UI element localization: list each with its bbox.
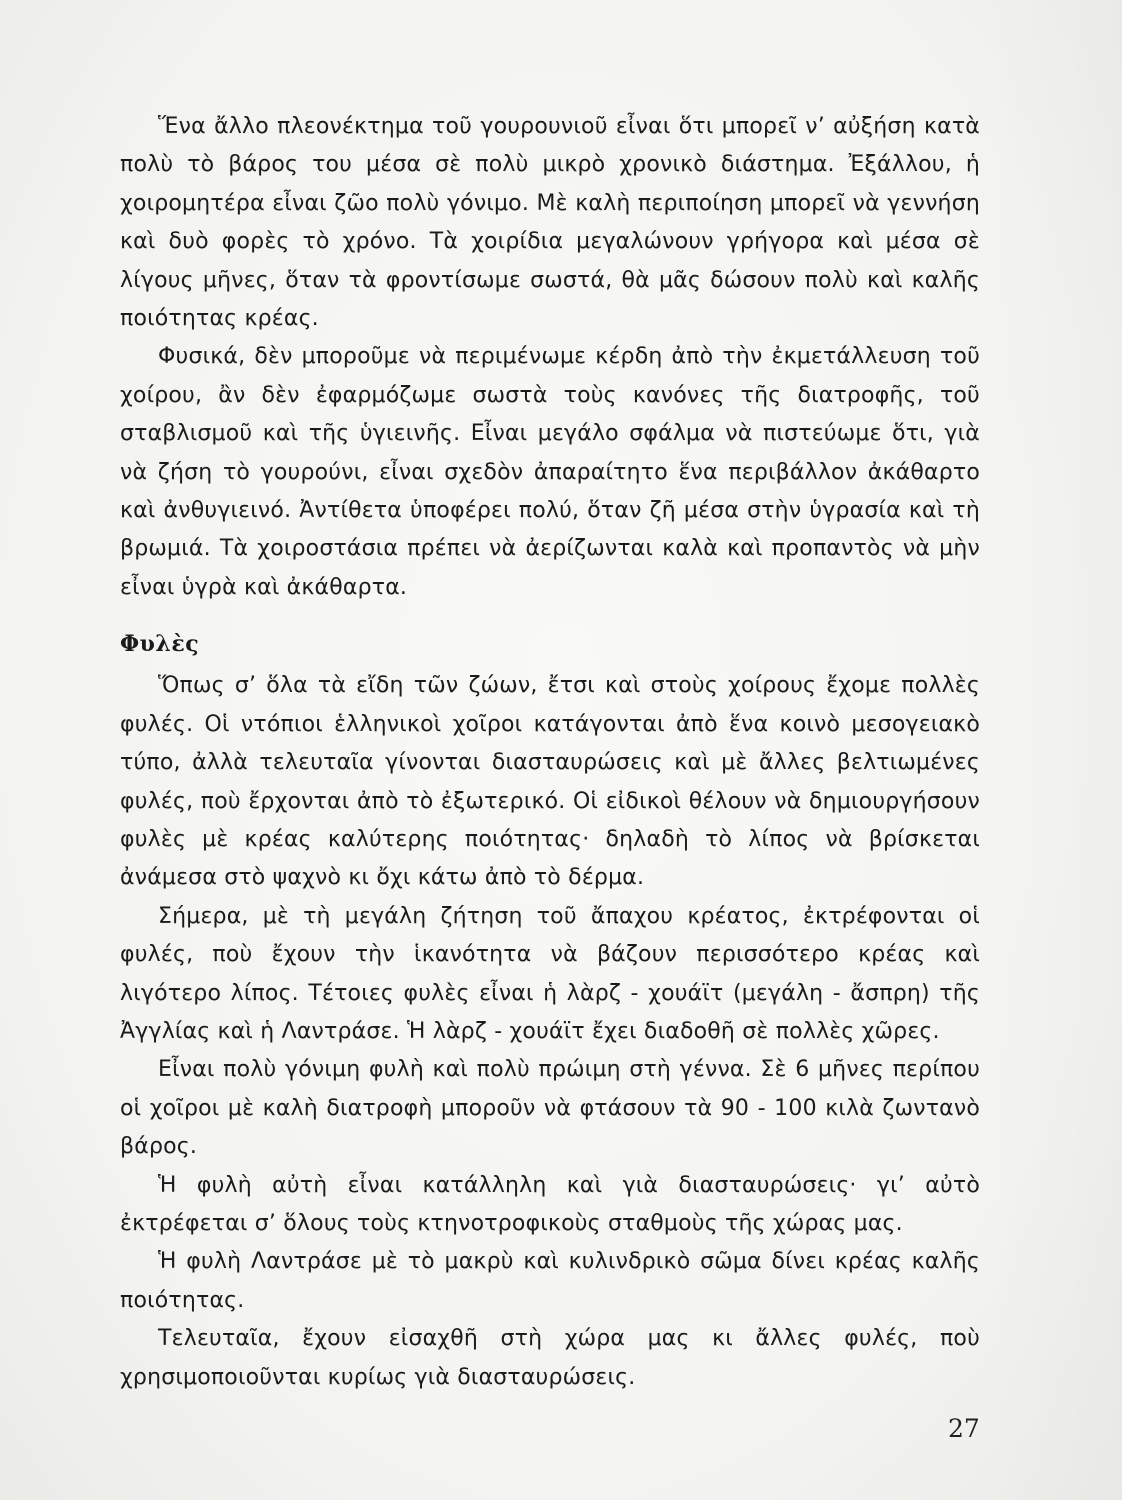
paragraph: Ὅπως σ’ ὅλα τὰ εἴδη τῶν ζώων, ἔτσι καὶ στοὺς χοίρους ἔχομε πολλὲς φυλές. Οἱ ντόπιοι ἑλληνικοὶ χοῖροι κατάγονται ἀπὸ ἕνα κοινὸ μεσογειακὸ τύπο, ἀλλὰ τελευταῖα γίνονται διασταυρώσεις καὶ μὲ ἄλλες βελτιωμένες φυλές, ποὺ ἔρχονται ἀπὸ τὸ ἐξωτερικό. Οἱ εἰδικοὶ θέλουν νὰ δημιουργήσουν φυλὲς μὲ κρέας καλύτερης ποιότητας· δηλαδὴ τὸ λίπος νὰ βρίσκεται ἀνάμεσα στὸ ψαχνὸ κι ὄχι κάτω ἀπὸ τὸ δέρμα. [120,673,980,891]
paragraph: Ἡ φυλὴ αὐτὴ εἶναι κατάλληλη καὶ γιὰ διασταυρώσεις· γι’ αὐτὸ ἐκτρέφεται σ’ ὅλους τοὺς κτηνοτροφικοὺς σταθμοὺς τῆς χώρας μας. [120,1172,980,1236]
page-shadow [982,0,1122,1500]
section-heading: Φυλὲς [120,631,200,658]
page-number: 27 [948,1414,980,1443]
paragraph: Ἡ φυλὴ Λαντράσε μὲ τὸ μακρὺ καὶ κυλινδρικὸ σῶμα δίνει κρέας καλῆς ποιότητας. [120,1249,980,1313]
body-text [120,108,980,1397]
paragraph: Εἶναι πολὺ γόνιμη φυλὴ καὶ πολὺ πρώιμη στὴ γέννα. Σὲ 6 μῆνες περίπου οἱ χοῖροι μὲ καλὴ διατροφὴ μποροῦν νὰ φτάσουν τὰ 90 - 100 κιλὰ ζωντανὸ βάρος. [120,1057,980,1160]
paragraph: Φυσικά, δὲν μποροῦμε νὰ περιμένωμε κέρδη ἀπὸ τὴν ἐκμετάλλευση τοῦ χοίρου, ἂν δὲν ἐφαρμόζωμε σωστὰ τοὺς κανόνες τῆς διατροφῆς, τοῦ σταβλισμοῦ καὶ τῆς ὑγιεινῆς. Εἶναι μεγάλο σφάλμα νὰ πιστεύωμε ὅτι, γιὰ νὰ ζήση τὸ γουρούνι, εἶναι σχεδὸν ἀπαραίτητο ἕνα περιβάλλον ἀκάθαρτο καὶ ἀνθυγιεινό. Ἀντίθετα ὑποφέρει πολύ, ὅταν ζῆ μέσα στὴν ὑγρασία καὶ τὴ βρωμιά. Τὰ χοιροστάσια πρέπει νὰ ἀερίζωνται καλὰ καὶ προπαντὸς νὰ μὴν εἶναι ὑγρὰ καὶ ἀκάθαρτα. [120,344,980,600]
paragraph: Ἕνα ἄλλο πλεονέκτημα τοῦ γουρουνιοῦ εἶναι ὅτι μπορεῖ ν’ αὐξήση κατὰ πολὺ τὸ βάρος του μέσα σὲ πολὺ μικρὸ χρονικὸ διάστημα. Ἐξάλλου, ἡ χοιρομητέρα εἶναι ζῶο πολὺ γόνιμο. Μὲ καλὴ περιποίηση μπορεῖ νὰ γεννήση καὶ δυὸ φορὲς τὸ χρόνο. Τὰ χοιρίδια μεγαλώνουν γρήγορα καὶ μέσα σὲ λίγους μῆνες, ὅταν τὰ φροντίσωμε σωστά, θὰ μᾶς δώσουν πολὺ καὶ καλῆς ποιότητας κρέας. [120,114,980,332]
paragraph: Τελευταῖα, ἔχουν εἰσαχθῆ στὴ χώρα μας κι ἄλλες φυλές, ποὺ χρησιμοποιοῦνται κυρίως γιὰ διασταυρώσεις. [120,1326,980,1390]
paragraph: Σήμερα, μὲ τὴ μεγάλη ζήτηση τοῦ ἄπαχου κρέατος, ἐκτρέφονται οἱ φυλές, ποὺ ἔχουν τὴν ἱκανότητα νὰ βάζουν περισσότερο κρέας καὶ λιγότερο λίπος. Τέτοιες φυλὲς εἶναι ἡ λὰρζ - χουάϊτ (μεγάλη - ἄσπρη) τῆς Ἀγγλίας καὶ ἡ Λαντράσε. Ἡ λὰρζ - χουάϊτ ἔχει διαδοθῆ σὲ πολλὲς χῶρες. [120,903,980,1044]
